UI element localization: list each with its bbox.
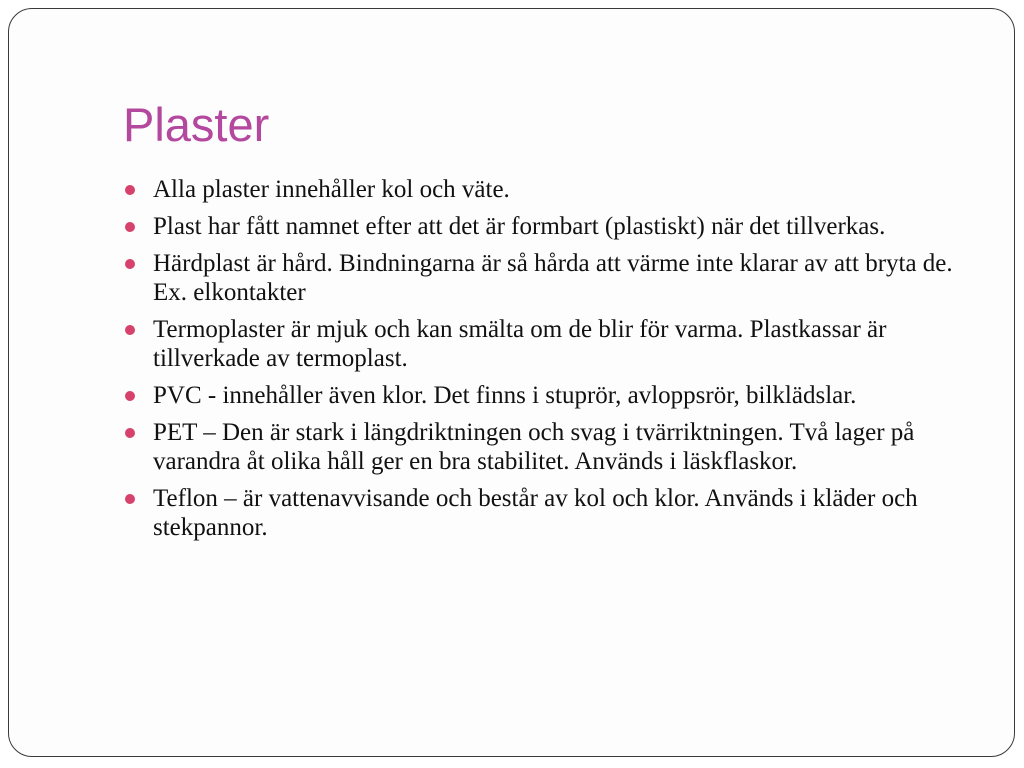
slide-frame [8, 8, 1015, 757]
bullet-dot-icon [125, 222, 135, 232]
bullet-text: Alla plaster innehåller kol och väte. [153, 176, 510, 203]
bullet-dot-icon [125, 494, 135, 504]
bullet-item [124, 381, 954, 410]
bullet-dot-icon [125, 325, 135, 335]
bullet-item [124, 249, 954, 307]
bullet-item [124, 212, 954, 241]
slide-title: Plaster [123, 98, 270, 151]
bullet-item [124, 484, 954, 542]
bullet-dot-icon [125, 428, 135, 438]
bullet-dot-icon [125, 391, 135, 401]
bullet-list [124, 175, 954, 550]
bullet-text: Härdplast är hård. Bindningarna är så hårda att värme inte klarar av att bryta de. Ex. elkontakter [153, 250, 953, 306]
bullet-text: PVC - innehåller även klor. Det finns i stuprör, avloppsrör, bilklädslar. [153, 382, 857, 409]
bullet-text: Plast har fått namnet efter att det är formbart (plastiskt) när det tillverkas. [153, 213, 886, 240]
bullet-item [124, 175, 954, 204]
bullet-text: Teflon – är vattenavvisande och består av kol och klor. Används i kläder och stekpannor. [153, 485, 918, 541]
bullet-dot-icon [125, 259, 135, 269]
bullet-text: PET – Den är stark i längdriktningen och svag i tvärriktningen. Två lager på varandra åt olika håll ger en bra stabilitet. Används i läskflaskor. [153, 419, 915, 475]
bullet-item [124, 418, 954, 476]
bullet-text: Termoplaster är mjuk och kan smälta om de blir för varma. Plastkassar är tillverkade av termoplast. [153, 316, 887, 372]
bullet-item [124, 315, 954, 373]
bullet-dot-icon [125, 185, 135, 195]
